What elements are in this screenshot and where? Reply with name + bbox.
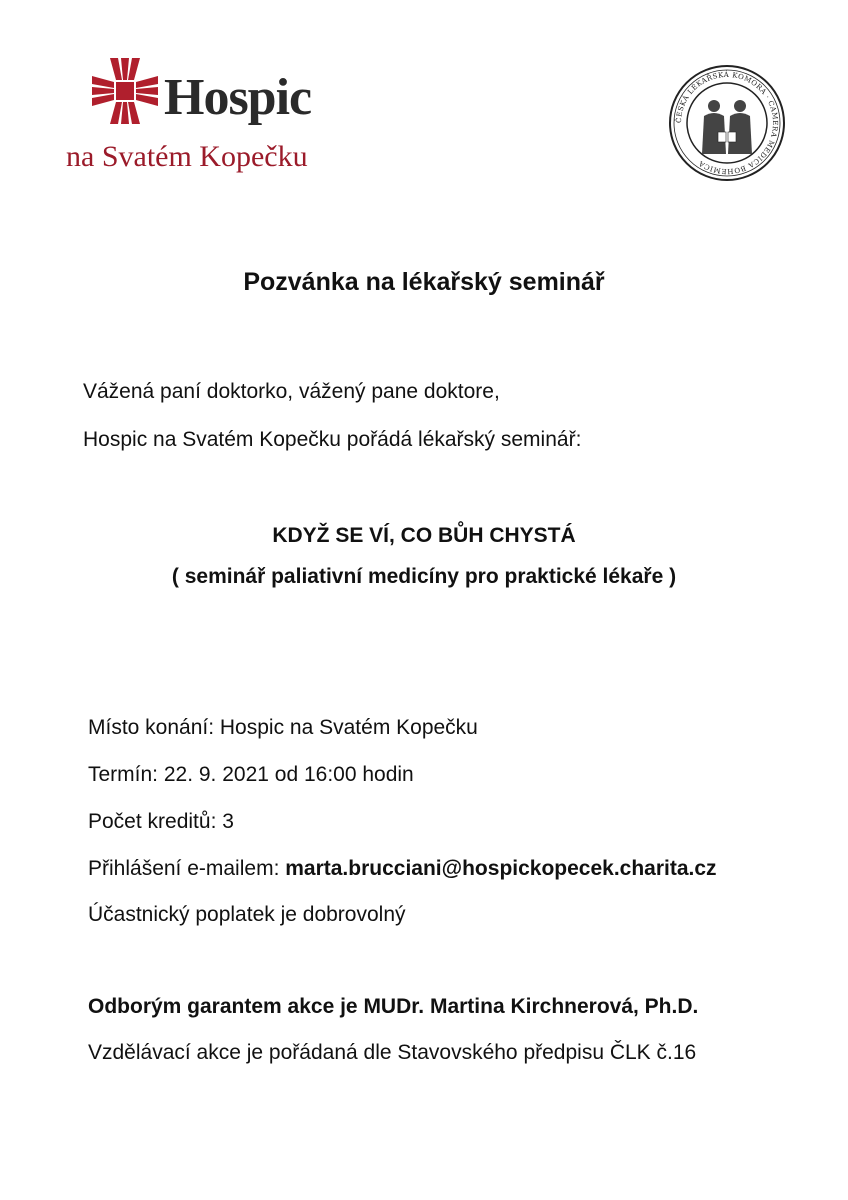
guarantor-line: Odborým garantem akce je MUDr. Martina Kirchnerová, Ph.D. bbox=[88, 995, 699, 1018]
credits-line: Počet kreditů: 3 bbox=[88, 810, 234, 833]
logo-subtitle: na Svatém Kopečku bbox=[66, 140, 308, 173]
page-title: Pozvánka na lékařský seminář bbox=[243, 268, 605, 296]
date-line: Termín: 22. 9. 2021 od 16:00 hodin bbox=[88, 763, 414, 786]
seminar-name: KDYŽ SE VÍ, CO BŮH CHYSTÁ bbox=[272, 524, 576, 547]
registration-label: Přihlášení e-mailem: bbox=[88, 857, 286, 880]
seminar-subtitle: ( seminář paliativní medicíny pro praktické lékaře ) bbox=[171, 565, 677, 588]
czech-medical-chamber-seal-icon bbox=[668, 64, 786, 182]
registration-line bbox=[88, 857, 717, 881]
intro-text: Hospic na Svatém Kopečku pořádá lékařský seminář: bbox=[83, 428, 582, 451]
seal-text: ČESKÁ LÉKAŘSKÁ KOMORA · CAMERA MEDICA BOHEMICA bbox=[674, 70, 780, 176]
caritas-cross-icon bbox=[92, 58, 158, 124]
regulation-line: Vzdělávací akce je pořádaná dle Stavovského předpisu ČLK č.16 bbox=[88, 1041, 697, 1064]
fee-line: Účastnický poplatek je dobrovolný bbox=[88, 903, 406, 926]
hospic-logo bbox=[64, 58, 329, 178]
greeting: Vážená paní doktorko, vážený pane doktore, bbox=[83, 380, 500, 403]
registration-email[interactable]: marta.brucciani@hospickopecek.charita.cz bbox=[285, 857, 717, 880]
logo-name: Hospic bbox=[164, 69, 312, 126]
venue-line: Místo konání: Hospic na Svatém Kopečku bbox=[88, 716, 478, 739]
